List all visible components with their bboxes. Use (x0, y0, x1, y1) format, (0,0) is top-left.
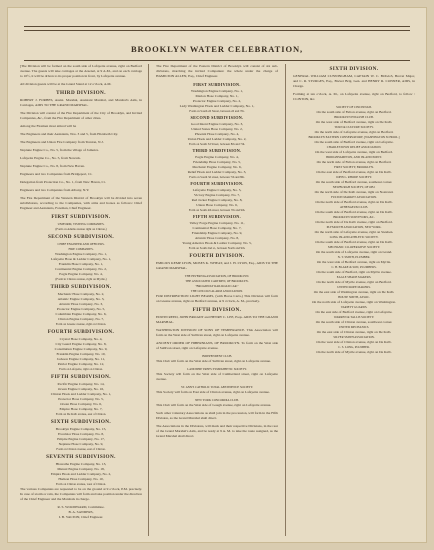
text-line: On the east side of Bedford avenue, right on Lafayette. (315, 310, 393, 314)
text-line: On the west side of Bedford avenue, right on De Kalb. (315, 120, 393, 124)
paragraph: The Engineers and Union Fire Company from Trenton, N.J. (20, 140, 104, 144)
text-line: Patriot Engine Company, No. 12, (57, 362, 105, 366)
text-line: On the north side of Fulton avenue, right on Bedford. (316, 160, 392, 164)
small-caption: Form on Greene avenue, right on Clinton. (55, 322, 107, 326)
small-caption: LONG ISLAND ATHLETIC SOCIETY. (329, 235, 379, 239)
text-line: On the west side of Lafayette avenue, right on Bedford. (315, 150, 393, 154)
small-caption: NEWBURGH SOCIETY, OF OBJ. (332, 185, 376, 189)
small-caption: JOHN L. RHODE SOCIETY. (336, 175, 372, 179)
small-caption: Form on South 3d Street, between 8th and 7th. (189, 142, 245, 146)
text-line: Empire Hose Company, No. 7, (59, 407, 103, 411)
paragraph: The Division will consist of the Fire Department of the City of Brooklyn, and Invited Companies, &c., from the Fire Department of other cities. (20, 111, 142, 120)
division-heading: SECOND SUBDIVISION. (47, 234, 115, 240)
small-caption: ST. ANN'S CATHOLIC TOTAL ABSTINENCE SOCIETY. (180, 385, 254, 389)
small-caption: BROOKLYN ENGLISH CLUB. (334, 115, 374, 119)
small-caption: BRIDGEHAMPTON, AND ISLAND POINT. (326, 155, 382, 159)
text-line: On the north side of De Kalb avenue, right on Bedford. (315, 220, 393, 224)
top-rule-thin (24, 30, 410, 31)
text-line: Eagle Engine Company, No. 4, (59, 272, 103, 276)
paragraph: Among the Firemen most attired will be (20, 124, 77, 128)
document-page (8, 8, 426, 542)
column-3 (293, 64, 415, 534)
document-title: BROOKLYN WATER CELEBRATION, (130, 44, 304, 54)
text-line: Marion Hose Company, No. 1, (195, 94, 239, 98)
paragraph: Engineers and two Companies from Bridgeport, Ct. (20, 172, 93, 176)
small-caption: TURN & CULTURE SOCIETY. (334, 125, 374, 129)
text-line: On the east side of Washington avenue, right on De Kalb. (313, 290, 395, 294)
small-caption: Form on Clinton avenue, east of Clinton. (56, 447, 106, 451)
paragraph: Neptune Engine Co., No. 5, from the village of Jamaica. (20, 148, 99, 152)
small-caption: SILVER SMITH ASSOCIATION. (333, 335, 375, 339)
paragraph: EDWIN REED, JOHN BROADT and HENRY C. LEE, Esqs. AIDS TO THE GRAND MARSHAL. (156, 315, 278, 324)
paragraph: The various Companies are requested to be on the ground at 9 o'clock, P.M. precisely. In case of storm or rain, the Companies will form and take position under the direction of the Chief Engineer and the Marshals in charge. (20, 487, 142, 501)
small-caption: Form on South 2d Street, between 2d and 7th. (189, 109, 245, 113)
text-line: On the north side of De Kalb avenue, right on Nostrand. (314, 190, 394, 194)
division-heading: THIRD SUBDIVISION. (50, 284, 112, 290)
top-rule (24, 26, 410, 27)
text-line: Atlantic Engine Company, No. 3, (57, 297, 105, 301)
text-line: Empire Hook and Ladder Company, No. 2, (50, 472, 112, 476)
small-caption: "BROADWAY RAILROAD CAR." (195, 284, 239, 288)
text-line: Mechanic Hose Company, No. 2, (57, 292, 105, 296)
small-caption: SOCIETY OF CINCINNATI. (336, 105, 372, 109)
paragraph: Delegation from Protection Co., No. 1, from New Haven, Ct. (20, 180, 106, 184)
text-line: Franklin Engine Company, No. 10, (56, 352, 106, 356)
text-line: On the east side of Bedford avenue, right on De Kalb. (316, 170, 392, 174)
text-line: Crystal Hose Company, No. 4, (59, 337, 103, 341)
paragraph: Forming at ten o'clock, A. M., on Lafayette avenue, right on Bedford, to follow : CLINTON, &c. (293, 92, 415, 101)
paragraph: This Society will form on East side of Clinton avenue, right on Lafayette avenue. (156, 390, 270, 394)
text-line: United States Hose Company, No. 2, (191, 127, 243, 131)
text-line: Mechanic Engine Company, No. 6, (192, 165, 242, 169)
text-line: Ocean Hose Company, No. 6, (60, 402, 102, 406)
small-caption: PLYMOUTH ASSOCIATION, NEW YORK. (326, 225, 382, 229)
paragraph: FOR DISTRIBUTION LIGHT BEAMS, (with Horse Carts.) This Division will form on Greene avenue, right on Bedford avenue, at 9 o'clock, A. M., precisely. (156, 294, 278, 303)
column-divider (148, 64, 149, 536)
column-2 (156, 64, 278, 534)
division-heading: THIRD DIVISION. (56, 90, 106, 96)
text-line: Continental Engine Company, No. 2, (55, 267, 107, 271)
small-caption: FIRE COMPANIES. (68, 247, 94, 251)
small-caption: UNITED MECHANICS. (338, 325, 370, 329)
paragraph: The Fire Department of the Eastern District of Brooklyn will consist of six sub-divisions, marching the invited Companies: the whole under the charge of HAMILTON ALLEN, Esq., Chief Engineer. (156, 64, 278, 78)
small-caption: VARIETY GUARDS. (340, 305, 368, 309)
text-line: On the west side of Bedford avenue, right on Myrtle. (316, 260, 392, 264)
text-line: On the south side of Bedford avenue, right on Lafayette. (314, 140, 394, 144)
text-line: Relief Hook and Ladder Company, No. 3, (187, 170, 247, 174)
small-caption: BROOKLYN SURVEYORS, &C. (333, 215, 375, 219)
small-caption: UNITED ROPE MAKERS. (337, 285, 371, 289)
text-line: Phoenix Hose Company, No. 4, (194, 132, 240, 136)
text-line: On the south side of Bedford, right on Myrtle avenue. (316, 270, 392, 274)
text-line: Continental Hose Company, No. 7, (192, 226, 242, 230)
small-caption: EAGLE SHADE MAKERS. (336, 275, 372, 279)
small-caption: THE LINCOLN ALARM ASSOCIATION. (190, 289, 244, 293)
text-line: Clinton Hook and Ladder Company, No. 1, (50, 392, 112, 396)
small-caption: UNIFORM, VISITING COMPANIES. (57, 222, 105, 226)
paragraph: This Club will form on the West side of Sullivan street, right on Lafayette avenue. (156, 359, 271, 363)
subdivision-heading: FIRST SUBDIVISION. (193, 82, 241, 87)
text-line: Washington Engine Company, No. 1, (190, 89, 244, 93)
text-line: Brooklyn Engine Company, No. 15, (55, 427, 107, 431)
small-caption: MECHANIC CO-OPERATIVE SOCIETY. (327, 245, 381, 249)
subdivision-heading: SECOND SUBDIVISION. (190, 115, 244, 120)
paragraph: ANCIENT ORDER OF HIBERNIANS, OF BROOKLYN. To form on the West side of Sullivan street, right on Lafayette avenue. (156, 341, 278, 350)
small-caption: INDEPENDENT CLUB. (201, 354, 233, 358)
subdivision-heading: FOURTH SUBDIVISION. (190, 181, 244, 186)
text-line: Hudson Hose Company, No. 10, (58, 477, 104, 481)
text-line: Protector Hose Company, No. 5, (58, 397, 104, 401)
paragraph: The Associations in the Divisions, will mark and their respective Divisions, in the rear of the Grand Marshal's Aids, and be ready at 9 A. M. to take the route assigned, as the Grand Marshal shall direct. (156, 424, 278, 438)
text-line: On the west side of Clinton avenue, right on De Kalb. (316, 340, 392, 344)
text-line: Union Hose Company, No. 6, (196, 203, 238, 207)
text-line: Protector Engine Company, No. 5, (56, 307, 106, 311)
small-caption: WARREN & TALLIS SOCIETY. (333, 315, 375, 319)
text-line: Excelsior Hose Company, No. 8, (58, 432, 104, 436)
text-line: Victory Engine Company, No. 7, (194, 193, 240, 197)
paragraph: [The Division will be formed on the south side of Lafayette avenue, right on Bedford avenue. The guests will take carriages at the Arsenal, at 9 A.M., and on each carriage to 10½, it will be driven to its proper position in front, by Lafayette avenue. (20, 64, 142, 78)
text-line: Franklin Hose Company, No. 1, (58, 262, 104, 266)
text-line: Mutual Engine Company, No. 18, (57, 467, 105, 471)
text-line: Young America Hook & Ladder Company, No. 5, (182, 241, 252, 245)
text-line: On the north side of Myrtle avenue, right on De Kalb. (316, 350, 392, 354)
text-line: Lady Washington Hook and Ladder Company, No. 1, (179, 104, 255, 108)
small-caption: C. S. LONG, PLUMBER. (338, 345, 370, 349)
small-caption: LANDSHIP TREES SYMPATHETIC SOCIETY. (187, 367, 247, 371)
division-heading: SEVENTH SUBDIVISION. (46, 454, 116, 460)
small-caption: FULTON MARKET ASSOCIATION. (331, 195, 377, 199)
text-line: On the south side of Fulton avenue, right on Bedford. (316, 110, 392, 114)
paragraph: The Engineers and their Assistants, Nos. 3 and 5, from Elizabeth City. (20, 132, 119, 136)
text-line: I. B. VALTON, Chief Engineer. (58, 515, 104, 519)
paragraph: GENERAL WILLIAM CUNNINGHAM, CAPTAIN W. C. BOGGS, Brevet Major, and C. R. STURGES, Esq., Brevet Brig. Gen. and HENRY R. CONNER, AIDS, in Charge. (293, 74, 415, 88)
text-line: Friendship Hose Company, No. 5, (193, 160, 241, 164)
division-heading: FIRST SUBDIVISION. (51, 214, 111, 220)
title-rule (24, 60, 410, 61)
small-caption: Form on Clinton avenue, west of Clinton. (56, 482, 106, 486)
small-caption: FIRST SOCIETY, BROOKLYN. (334, 165, 374, 169)
paragraph: ROBERT J. FORBES, Assist. Marshal, Assistant Marshal, and Marshal's Aids, in Carriages, AIDS TO THE GRAND MARSHAL. (20, 98, 142, 107)
text-line: On the north side of Lafayette avenue, right on Bedford. (314, 130, 394, 134)
text-line: Columbian Engine Company, No. 6, (55, 312, 107, 316)
paragraph: Lafayette Engine Co., No. 5, from Newark. (20, 156, 81, 160)
text-line: On the south side of Bedford avenue, right on De Kalb. (315, 240, 393, 244)
small-caption: THE ASSOCIATED CARTMEN, OF BROOKLYN. (185, 279, 249, 283)
small-caption: BROOKLYN EASTERN CONSERVATORY, [WASHINGTON SCHOOL.] (308, 135, 400, 139)
small-caption: Form on South 2nd st., between North and 9th. (188, 246, 246, 250)
text-line: On the south side of Bedford avenue, southeast corner. (315, 180, 393, 184)
text-line: Lafayette Engine Company, No. 5, (192, 188, 242, 192)
small-caption: N. T. SMITH, PLUMBER. (337, 255, 371, 259)
text-line: Good Intent Engine Company, No. 3, (190, 122, 244, 126)
text-line: Hiawatha Engine Company, No. 13, (55, 462, 107, 466)
division-heading: FOURTH SUBDIVISION. (47, 329, 115, 335)
text-line: Jackson Engine Company, No. 11, (56, 357, 106, 361)
text-line: Union Hook and Ladder Company, No. 2, (187, 137, 247, 141)
text-line: On the south side of Bedford avenue, right on De Kalb. (315, 210, 393, 214)
subdivision-heading: FIFTH SUBDIVISION. (193, 214, 241, 219)
text-line: Atlantic Hose Company, No. 3, (58, 302, 103, 306)
text-line: Friendship Engine Company, No. 9, (191, 231, 243, 235)
small-caption: CHIEF ENGINEER AND OFFICERS. (57, 242, 105, 246)
column-divider (285, 64, 286, 536)
text-line: Atlantic Hose Company, No. 8, (194, 236, 239, 240)
subdivision-heading: THIRD SUBDIVISION. (192, 148, 242, 153)
small-caption: (Form on Adams avenue right on Clinton.) (55, 227, 107, 231)
paragraph: Neptune Engine Co., No. 8, from New Haven. (20, 164, 85, 168)
paragraph: EMILIUS KEMP LYON, MOSES K. WHEAT, and J. H. LYON, Esq., AIDS TO THE GRAND MARSHAL. (156, 261, 278, 270)
paragraph: Such other voluntary Associations as shall join in the procession, will form in the Fifth Division, as the Grand Marshal shall direct. (156, 411, 278, 420)
division-heading: SIXTH SUBDIVISION. (50, 419, 112, 425)
text-line: On the north side of Bedford avenue, right on De Kalb. (315, 200, 393, 204)
text-line: On the east side of Clinton avenue, right on De Kalb. (316, 330, 392, 334)
small-caption: Form on South 4th street, between 7th and 9th. (188, 208, 246, 212)
paragraph: Engineers and two Companies from Albany, N.Y. (20, 188, 90, 192)
text-line: Pacific Engine Company, No. 14, (57, 382, 105, 386)
paragraph: WASHINGTON DIVISION OF SONS OF TEMPERANCE. This Association will form on the West side of Sullivan street, right on Lafayette avenue. (156, 328, 278, 337)
small-caption: CHARLESTOWN RELIEF ASSOCIATION. (326, 145, 382, 149)
division-heading: SIXTH DIVISION. (329, 66, 379, 72)
text-line: R. S. WOODWARD, Committee. (57, 505, 105, 509)
column-1 (20, 64, 142, 534)
small-caption: NEW YORK CONCORDIA CLUB. (195, 398, 239, 402)
text-line: On the north side of Lafayette avenue, right on Washington. (312, 300, 396, 304)
division-heading: FOURTH DIVISION. (189, 253, 245, 259)
small-caption: ATHENAEUM CLUB. (339, 205, 369, 209)
text-line: Ocean Engine Company, No. 16, (57, 387, 105, 391)
text-line: Red Jacket Engine Company, No. 8, (191, 198, 243, 202)
text-line: On the south side of Lafayette avenue, right on Grand. (315, 250, 393, 254)
text-line: Eagle Engine Company, No. 4, (195, 155, 239, 159)
text-line: On the south side of Clinton avenue, southwest corner. (315, 320, 393, 324)
text-line: Valley Forge Engine Company, No. 11, (189, 221, 245, 225)
paragraph: The Fire Department of the Western District of Brooklyn will be divided into seven subdivisions, according to the Companies, with arms and horses as follows: Chief Engineer and Assistants, Foreman, Chief Engineer. (20, 196, 142, 210)
small-caption: Form on Lafayette, right on Clinton. (59, 367, 103, 371)
text-line: Empire Engine Company, No. 17, (57, 437, 105, 441)
small-caption: THE HIVERNIA ASSOCIATION, OF BROOKLYN. (184, 274, 250, 278)
text-line: On the north side of Lafayette avenue, right on Steuben. (314, 230, 394, 234)
division-heading: FIFTH SUBDIVISION. (51, 374, 111, 380)
text-line: City Guard Engine Company, No. 8, (55, 342, 107, 346)
text-line: On the north side of Myrtle avenue, right on Bedford. (316, 280, 392, 284)
text-line: B. A. SANDERS, (68, 510, 94, 514)
small-caption: (Form in Clinton avenue, right on Myrtle.) (55, 277, 107, 281)
small-caption: HOUSE SMITH, ASSOC. (338, 295, 370, 299)
small-caption: Form on South 3d street, between 7th and 8th. (189, 175, 245, 179)
small-caption: C. H. BLAKE & SON, PLUMBERS. (331, 265, 377, 269)
text-line: Washington Engine Company, No. 1, (54, 252, 108, 256)
text-line: Neptune Hose Company, No. 9, (58, 442, 104, 446)
small-caption: Form on De Kalb avenue, east of Clinton. (55, 412, 107, 416)
text-line: Constitution Engine Company, No. 9, (54, 347, 108, 351)
paragraph: This Society will form on the West side of Cumberland street, right on Lafayette avenue. (156, 372, 278, 381)
text-line: Lafayette Hose & Ladder Company, No. 1, (50, 257, 112, 261)
paragraph: All division guests will be at the Grand Stand at 12 o'clock, A.M. (20, 82, 112, 86)
text-line: Protector Engine Company, No. 2, (192, 99, 242, 103)
division-heading: FIFTH DIVISION. (192, 307, 242, 313)
paragraph: This Club will form on the West side of Gough avenue, right on Lafayette avenue. (156, 403, 272, 407)
text-line: Clinton Engine Company, No. 7, (58, 317, 104, 321)
